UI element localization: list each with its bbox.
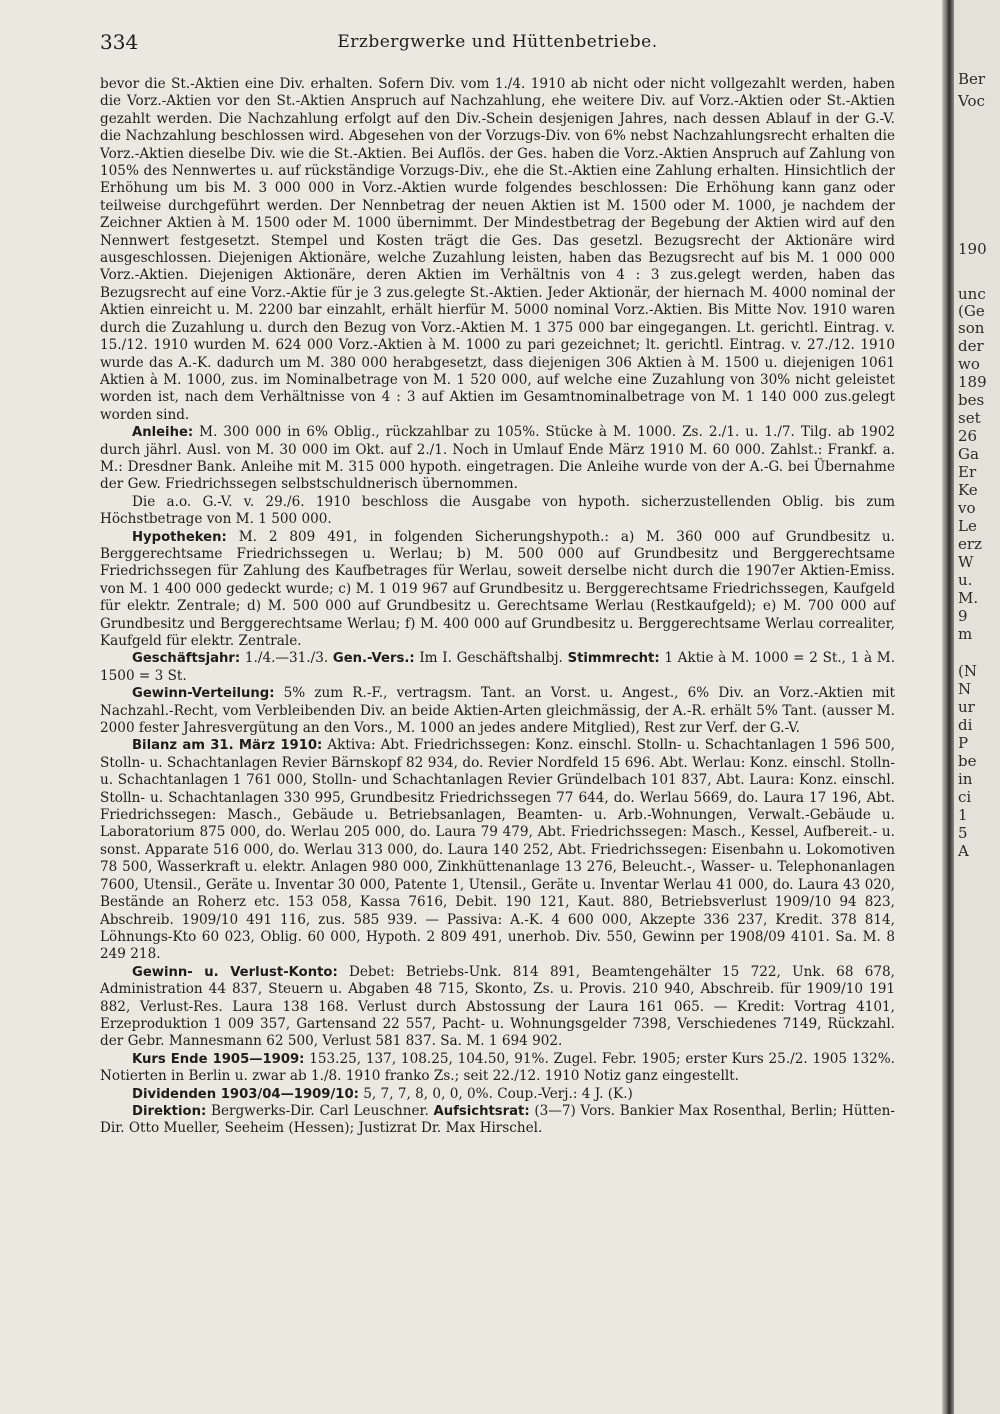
adjacent-page-fragment: in bbox=[958, 770, 973, 788]
section-label: Aufsichtsrat: bbox=[433, 1103, 530, 1119]
section-label: Gewinn-Verteilung: bbox=[132, 686, 275, 702]
adjacent-page-fragment: Ke bbox=[958, 481, 978, 499]
adjacent-page-fragment: ur bbox=[958, 698, 975, 716]
paragraph-oblig bbox=[100, 494, 895, 529]
adjacent-page-fragment: Voc bbox=[958, 92, 985, 110]
paragraph-direktion bbox=[100, 1103, 895, 1138]
paragraph-text: Debet: Betriebs-Unk. 814 891, Beamtengehälter 15 722, Unk. 68 678, Administration 44 837, Steuern u. Abgaben 48 715, Skonto, Zs. u. Provis. 210 940, Abschreib. für 1909/10 191 882, Verlust-Res. Laura 138 168. Verlust durch Abstossung der Laura 161 065. — Kredit: Vortrag 4101, Erzeproduktion 1 009 357, Gartensand 22 557, Pacht- u. Wohnungsgelder 7398, Verschiedenes 7149, Rückzahl. der Gebr. Mannesmann 62 500, Verlust 581 837. Sa. M. 1 694 902. bbox=[100, 963, 896, 1050]
adjacent-page-edge bbox=[954, 0, 1000, 1414]
adjacent-page-fragment: u. bbox=[958, 571, 973, 589]
adjacent-page-fragment: Le bbox=[958, 517, 977, 535]
adjacent-page-fragment: W bbox=[958, 553, 974, 571]
paragraph-hypotheken bbox=[100, 529, 895, 651]
paragraph-text: Bergwerks-Dir. Carl Leuschner. bbox=[210, 1102, 429, 1119]
paragraph-anleihe bbox=[100, 424, 895, 494]
paragraph-text: M. 2 809 491, in folgenden Sicherungshypoth.: a) M. 360 000 auf Grundbesitz u. Berggerechtsame Friedrichssegen u. Werlau; b) M. 500 000 auf Grundbesitz und Berggerechtsame Friedrichssegen für Zahlung des Kaufbetrages für Werlau, soweit derselbe nicht durch die 1907er Aktien-Emiss. von M. 1 400 000 gedeckt wurde; c) M. 1 019 967 auf Grundbesitz u. Berggerechtsame Friedrichssegen, Kaufgeld für elektr. Zentrale; d) M. 500 000 auf Grundbesitz u. Gerechtsame Werlau (Restkaufgeld); e) M. 700 000 auf Grundbesitz und Berggerechtsame Werlau; f) M. 400 000 auf Grundbesitz u. Berggerechtsame Werlau correaliter, Kaufgeld für elektr. Zentrale. bbox=[100, 528, 895, 649]
section-label: Dividenden 1903/04—1909/10: bbox=[132, 1086, 359, 1102]
section-label: Kurs Ende 1905—1909: bbox=[132, 1051, 305, 1067]
adjacent-page-fragment: (N bbox=[958, 662, 977, 680]
adjacent-page-fragment: di bbox=[958, 716, 973, 734]
paragraph-text: Aktiva: Abt. Friedrichssegen: Konz. einschl. Stolln- u. Schachtanlagen 1 596 500, Stolln- u. Schachtanlagen Revier Bärnskopf 82 934, do. Revier Nordfeld 15 696. Abt. Werlau: Konz. einschl. Stolln- u. Schachtanlagen 1 761 000, Stolln- und Schachtanlagen Revier Gründelbach 101 837, Abt. Laura: Konz. einschl. Stolln- u. Schachtanlagen 330 995, Grundbesitz Friedrichssegen 77 644, do. Werlau 5669, do. Laura 17 196, Abt. Friedrichssegen: Masch., Gebäude u. Betriebsanlagen, Beamten- u. Arb.-Wohnungen, Verwalt.-Gebäude u. Laboratorium 875 000, do. Werlau 205 000, do. Laura 79 479, Abt. Friedrichssegen: Masch., Kessel, Aufbereit.- u. sonst. Apparate 516 000, do. Werlau 313 000, do. Laura 140 252, Abt. Friedrichssegen: Eisenbahn u. Lokomotiven 78 500, Wasserkraft u. elektr. Anlagen 980 000, Zinkhüttenanlage 13 276, Beleucht.-, Wasser- u. Telephonanlagen 7600, Utensil., Geräte u. Inventar 30 000, Patente 1, Utensil., Geräte u. Inventar Werlau 41 000, do. Laura 43 020, Bestände an Roherz etc. 153 058, Kassa 7616, Debit. 190 121, Kaut. 880, Betriebsverlust 1909/10 94 823, Abschreib. 1909/10 491 116, zus. 585 939. — Passiva: A.-K. 4 600 000, Akzepte 336 237, Kredit. 378 814, Löhnungs-Kto 60 023, Oblig. 60 000, Hypoth. 2 809 491, unerhob. Div. 550, Gewinn per 1908/09 4101. Sa. M. 8 249 218. bbox=[100, 737, 895, 963]
adjacent-page-fragment: 189 bbox=[958, 373, 987, 391]
adjacent-page-fragment: P bbox=[958, 734, 969, 752]
paragraph-kurs bbox=[100, 1051, 895, 1086]
page-body bbox=[100, 76, 895, 1138]
section-label: Gewinn- u. Verlust-Konto: bbox=[132, 964, 338, 980]
paragraph-dividenden bbox=[100, 1086, 895, 1103]
adjacent-page-fragment: A bbox=[958, 842, 969, 860]
paragraph-text: Im I. Geschäftshalbj. bbox=[419, 650, 563, 667]
adjacent-page-fragment: 26 bbox=[958, 427, 978, 445]
adjacent-page-fragment: bes bbox=[958, 391, 985, 409]
adjacent-page-fragment: 1 bbox=[958, 806, 968, 824]
paragraph-text: 5, 7, 7, 8, 0, 0, 0%. Coup.-Verj.: 4 J. (K.) bbox=[363, 1085, 633, 1102]
paragraph-text: 1 Aktie à M. 1000 = 2 St., 1 à M. 1500 = 3 St. bbox=[100, 650, 896, 684]
section-label: Direktion: bbox=[132, 1103, 207, 1119]
section-label: Hypotheken: bbox=[132, 529, 227, 545]
adjacent-page-fragment: son bbox=[958, 319, 985, 337]
adjacent-page-fragment: vo bbox=[958, 499, 976, 517]
paragraph-text: M. 300 000 in 6% Oblig., rückzahlbar zu 105%. Stücke à M. 1000. Zs. 2./1. u. 1./7. Tilg. ab 1902 durch jährl. Ausl. von M. 30 000 im Okt. auf 2./1. Noch in Umlauf Ende März 1910 M. 60 000. Zahlst.: Frankf. a. M.: Dresdner Bank. Anleihe mit M. 315 000 hypoth. eingetragen. Die Anleihe wurde von der A.-G. bei Übernahme der Gew. Friedrichssegen selbstschuldnerisch übernommen. bbox=[100, 424, 895, 493]
paragraph-text: 153.25, 137, 108.25, 104.50, 91%. Zugel. Febr. 1905; erster Kurs 25./2. 1905 132%. Notierten in Berlin u. zwar ab 1./8. 1910 franko Zs.; seit 22./12. 1910 Notiz ganz eingestellt. bbox=[100, 1050, 896, 1085]
adjacent-page-fragment: Ber bbox=[958, 70, 986, 88]
section-label: Geschäftsjahr: bbox=[132, 651, 241, 667]
adjacent-page-fragment: 9 bbox=[958, 607, 968, 625]
paragraph-bilanz bbox=[100, 737, 895, 963]
page-header bbox=[100, 30, 895, 54]
paragraph-text: Die a.o. G.-V. v. 29./6. 1910 beschloss die Ausgabe von hypoth. sicherzustellenden Oblig. bis zum Höchstbetrage von M. 1 500 000. bbox=[100, 493, 895, 528]
section-label: Gen.-Vers.: bbox=[332, 651, 415, 667]
paragraph-text: (3—7) Vors. Bankier Max Rosenthal, Berlin; Hütten-Dir. Otto Mueller, Seeheim (Hessen); Justizrat Dr. Max Hirschel. bbox=[100, 1102, 895, 1137]
adjacent-page-fragment: 5 bbox=[958, 824, 968, 842]
paragraph-text: 5% zum R.-F., vertragsm. Tant. an Vorst. u. Angest., 6% Div. an Vorz.-Aktien mit Nachzahl.-Recht, vom Verbleibenden Div. an beide Aktien-Arten gleichmässig, der A.-R. erhält 5% Tant. (ausser M. 2000 fester Jahresvergütung an den Vors., M. 1000 an jedes andere Mitglied), Rest zur Verf. der G.-V. bbox=[100, 685, 895, 737]
page-number: 334 bbox=[100, 30, 139, 54]
book-gutter bbox=[942, 0, 954, 1414]
paragraph-gewinn-verteilung bbox=[100, 685, 895, 737]
adjacent-page-fragment: Ga bbox=[958, 445, 979, 463]
adjacent-page-fragment: erz bbox=[958, 535, 982, 553]
adjacent-page-fragment: (Ge bbox=[958, 302, 985, 320]
adjacent-page-fragment: M. bbox=[958, 589, 979, 607]
adjacent-page-fragment: m bbox=[958, 625, 973, 643]
page-title: Erzbergwerke und Hüttenbetriebe. bbox=[337, 32, 658, 52]
paragraph-text: bevor die St.-Aktien eine Div. erhalten. Sofern Div. vom 1./4. 1910 ab nicht oder nicht vollgezahlt werden, haben die Vorz.-Aktien vor den St.-Aktien Anspruch auf Nachzahlung, ehe weitere Div. auf Vorz.-Aktien oder St.-Aktien gezahlt werden. Die Nachzahlung erfolgt auf den Div.-Schein desjenigen Jahres, nach dessen Ablauf in der G.-V. die Nachzahlung beschlossen wird. Abgesehen von der Vorzugs-Div. von 6% nebst Nachzahlungsrecht erhalten die Vorz.-Aktien dieselbe Div. wie die St.-Aktien. Bei Auflös. der Ges. haben die Vorz.-Aktien Anspruch auf Zahlung von 105% des Nennwertes u. auf rückständige Vorzugs-Div., ehe die St.-Aktien eine Zahlung erhalten. Hinsichtlich der Erhöhung um bis M. 3 000 000 in Vorz.-Aktien wurde folgendes beschlossen: Die Erhöhung kann ganz oder teilweise durchgeführt werden. Der Nennbetrag der neuen Aktien ist M. 1500 oder M. 1000, je nachdem der Zeichner Aktien à M. 1500 oder M. 1000 übernimmt. Der Mindestbetrag der Begebung der Aktien wird auf den Nennwert festgesetzt. Stempel und Kosten trägt die Ges. Das gesetzl. Bezugsrecht der Aktionäre wird ausgeschlossen. Diejenigen Aktionäre, welche Zuzahlung leisten, haben das Bezugsrecht auf bis M. 1 000 000 Vorz.-Aktien. Diejenigen Aktionäre, deren Aktien im Verhältnis von 4 : 3 zus.gelegt werden, haben das Bezugsrecht auf eine Vorz.-Aktie für je 3 zus.gelegte St.-Aktien. Jeder Aktionär, der hiernach M. 4000 nominal der Aktien einreicht u. M. 2200 bar einzahlt, erhält hierfür M. 5000 nominal Vorz.-Aktien. Bis Mitte Nov. 1910 waren durch die Zuzahlung u. durch den Bezug von Vorz.-Aktien M. 1 375 000 bar eingegangen. Lt. gerichtl. Eintrag. v. 15./12. 1910 wurden M. 624 000 Vorz.-Aktien à M. 1000 zu pari gezeichnet; lt. gerichtl. Eintrag. v. 27./12. 1910 wurde das A.-K. dadurch um M. 380 000 herabgesetzt, dass diejenigen 306 Aktien à M. 1500 u. diejenigen 1061 Aktien à M. 1000, zus. im Nominalbetrage von M. 1 520 000, auf welche eine Zuzahlung von 30% nicht geleistet worden ist, nach dem Verhältnisse von 4 : 3 auf Aktien im Gesamtnominalbetrage von M. 1 140 000 zus.gelegt worden sind. bbox=[100, 76, 895, 423]
adjacent-page-fragment: 190 bbox=[958, 240, 987, 258]
paragraph-geschaeftsjahr bbox=[100, 650, 895, 685]
section-label: Anleihe: bbox=[132, 425, 194, 441]
adjacent-page-fragment: set bbox=[958, 409, 981, 427]
adjacent-page-fragment: N bbox=[958, 680, 972, 698]
adjacent-page-fragment: wo bbox=[958, 355, 980, 373]
paragraph-vorzugsaktien bbox=[100, 76, 895, 424]
section-label: Stimmrecht: bbox=[567, 651, 660, 667]
adjacent-page-fragment: ci bbox=[958, 788, 972, 806]
adjacent-page-fragment: unc bbox=[958, 285, 986, 303]
paragraph-text: 1./4.—31./3. bbox=[244, 650, 329, 667]
paragraph-gewinn-verlust bbox=[100, 964, 895, 1051]
adjacent-page-fragment: be bbox=[958, 752, 977, 770]
section-label: Bilanz am 31. März 1910: bbox=[132, 738, 323, 754]
adjacent-page-fragment: der bbox=[958, 337, 984, 355]
adjacent-page-fragment: Er bbox=[958, 463, 977, 481]
